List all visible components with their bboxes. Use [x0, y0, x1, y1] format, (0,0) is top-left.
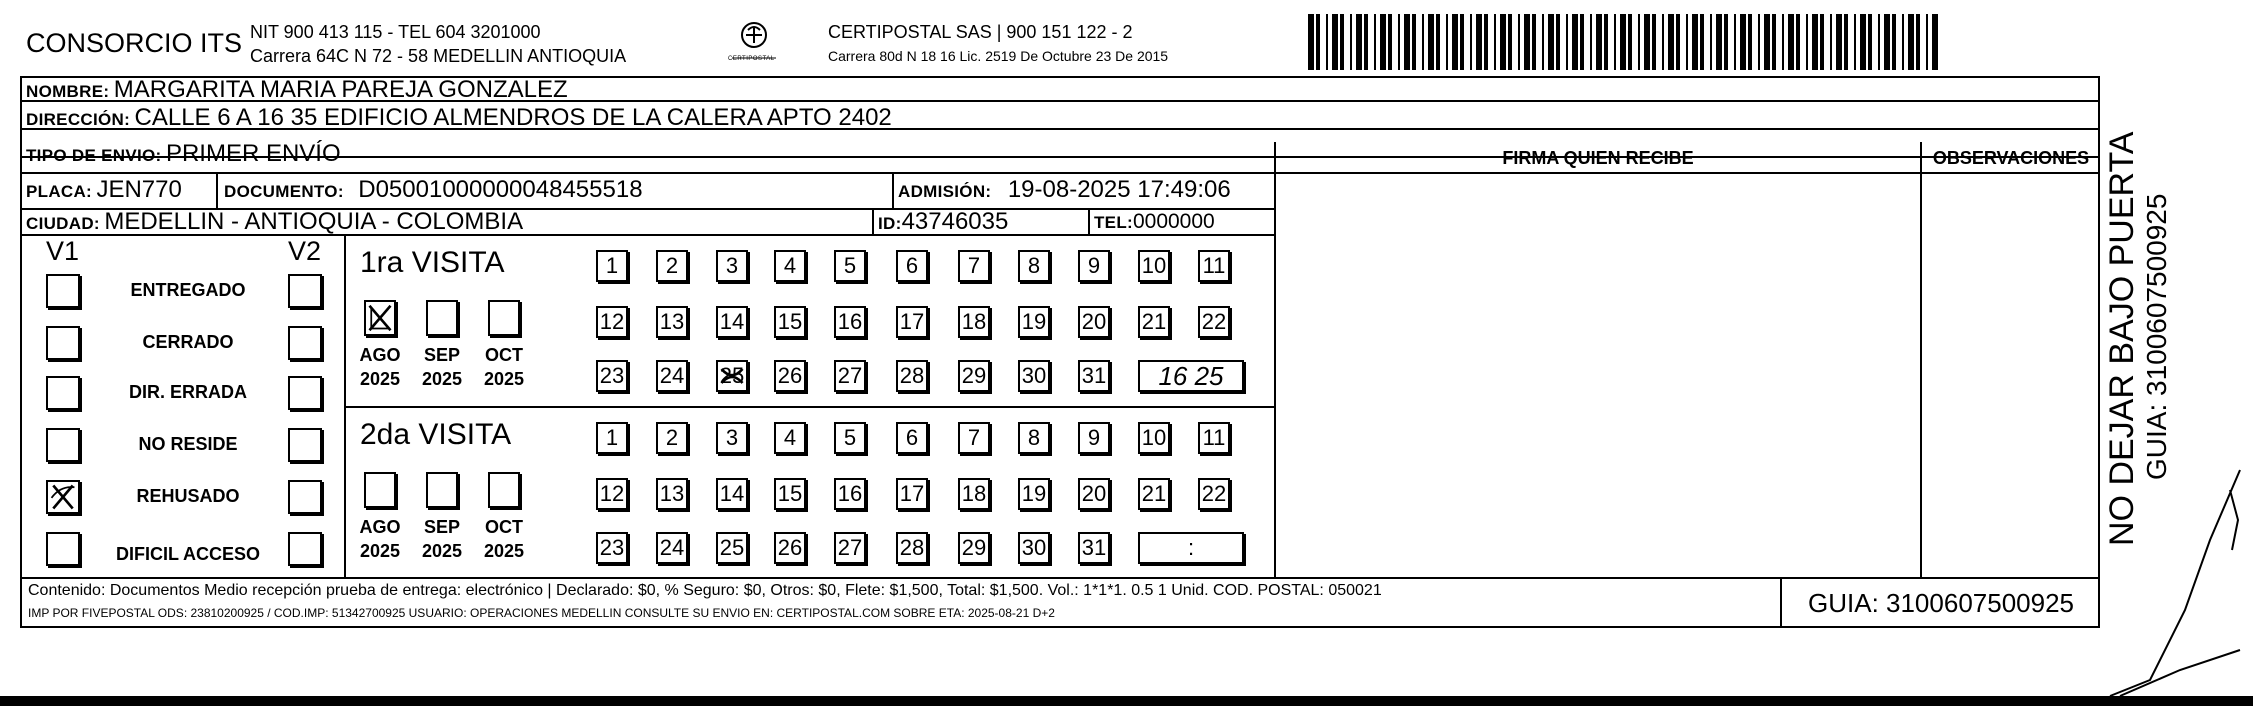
day-number: 16 [837, 481, 863, 506]
month-name: AGO [359, 517, 401, 537]
day-cell[interactable] [1078, 306, 1110, 338]
month-year: 2025 [421, 541, 463, 561]
time-value: : [1187, 535, 1195, 560]
time-box[interactable] [1138, 532, 1244, 564]
status-label: ENTREGADO [130, 280, 246, 300]
status-v1-checkbox[interactable] [46, 480, 80, 514]
visit-title: 2da VISITA [360, 418, 512, 451]
carrier-address: Carrera 80d N 18 16 Lic. 2519 De Octubre 23 De 2015 [828, 48, 1169, 64]
month-checkbox[interactable] [488, 300, 520, 336]
day-cell[interactable] [1138, 306, 1170, 338]
day-number: 6 [905, 253, 919, 278]
day-cell[interactable] [958, 478, 990, 510]
visit-title: 1ra VISITA [360, 246, 505, 279]
day-number: 20 [1081, 309, 1107, 334]
status-v1-checkbox[interactable] [46, 376, 80, 410]
tipo-value: PRIMER ENVÍO [165, 140, 341, 167]
status-v2-checkbox[interactable] [288, 274, 322, 308]
day-number: 11 [1202, 425, 1226, 450]
day-cell[interactable] [896, 360, 928, 392]
placa-label: PLACA: [26, 182, 93, 201]
id-field [878, 208, 1008, 236]
day-number: 21 [1141, 309, 1167, 334]
id-label: ID: [878, 214, 902, 233]
barcode-graphic [1308, 14, 1944, 70]
month-name: OCT [485, 517, 523, 537]
day-cell[interactable] [1018, 306, 1050, 338]
day-cell[interactable] [774, 478, 806, 510]
day-number: 18 [961, 481, 987, 506]
status-v2-checkbox[interactable] [288, 480, 322, 514]
month-year: 2025 [483, 369, 525, 389]
day-number: 7 [967, 425, 981, 450]
day-number: 27 [837, 535, 863, 560]
carrier-name: CERTIPOSTAL SAS | 900 151 122 - 2 [828, 22, 1133, 42]
day-cell[interactable] [958, 360, 990, 392]
day-cell[interactable] [596, 250, 628, 282]
month-year: 2025 [359, 369, 401, 389]
day-number: 24 [659, 535, 685, 560]
day-number: 4 [783, 253, 797, 278]
placa-field [26, 176, 182, 204]
day-cell[interactable] [1078, 532, 1110, 564]
day-cell[interactable] [896, 306, 928, 338]
nombre-value: MARGARITA MARIA PAREJA GONZALEZ [113, 76, 568, 103]
day-number: 3 [725, 253, 739, 278]
time-box[interactable] [1138, 360, 1244, 392]
day-number: 10 [1141, 253, 1167, 278]
day-cell[interactable] [958, 532, 990, 564]
day-number: 30 [1021, 363, 1047, 388]
day-number: 8 [1027, 253, 1041, 278]
month-name: SEP [423, 345, 461, 365]
day-number: 25 [719, 535, 745, 560]
footer-contenido: Contenido: Documentos Medio recepción prueba de entrega: electrónico | Declarado: $0, % Seguro: $0, Otros: $0, Flete: $1,500, Total: $1,500. Vol.: 1*1*1. 0.5 1 Unid. COD. POSTAL: 050021 [28, 582, 1382, 599]
time-value: 16 25 [1158, 361, 1224, 391]
day-number: 11 [1202, 253, 1226, 278]
day-cell[interactable] [1198, 478, 1230, 510]
tipo-row [26, 140, 341, 168]
day-cell[interactable] [1078, 422, 1110, 454]
month-checkbox[interactable] [426, 472, 458, 508]
day-cell[interactable] [1138, 250, 1170, 282]
footer-imp: IMP POR FIVEPOSTAL ODS: 23810200925 / COD.IMP: 51342700925 USUARIO: OPERACIONES MEDELLIN CONSULTE SU ENVIO EN: CERTIPOSTAL.COM SOBRE ETA: 2025-08-21 D+2 [28, 606, 1055, 620]
status-label: DIR. ERRADA [128, 382, 247, 402]
day-number: 27 [837, 363, 863, 388]
day-cell[interactable] [716, 360, 748, 392]
day-number: 25 [719, 363, 745, 388]
footer-guia: GUIA: 3100607500925 [1808, 588, 2074, 618]
documento-value: D05001000000048455518 [358, 176, 643, 203]
day-number: 19 [1021, 481, 1047, 506]
day-number: 23 [599, 535, 625, 560]
day-cell[interactable] [1198, 422, 1230, 454]
day-cell[interactable] [774, 250, 806, 282]
day-number: 4 [783, 425, 797, 450]
day-number: 26 [777, 535, 803, 560]
day-number: 18 [961, 309, 987, 334]
day-cell[interactable] [834, 422, 866, 454]
month-year: 2025 [359, 541, 401, 561]
day-cell[interactable] [834, 478, 866, 510]
direccion-value: CALLE 6 A 16 35 EDIFICIO ALMENDROS DE LA CALERA APTO 2402 [134, 104, 892, 131]
day-number: 1 [605, 425, 619, 450]
day-number: 29 [961, 535, 987, 560]
ciudad-field [26, 208, 523, 236]
day-number: 13 [659, 481, 685, 506]
side-warning: NO DEJAR BAJO PUERTA [2103, 131, 2141, 546]
day-cell[interactable] [1198, 250, 1230, 282]
day-cell[interactable] [656, 422, 688, 454]
day-number: 24 [659, 363, 685, 388]
day-number: 28 [899, 535, 925, 560]
day-cell[interactable] [1078, 250, 1110, 282]
day-number: 26 [777, 363, 803, 388]
day-cell[interactable] [896, 532, 928, 564]
day-cell[interactable] [656, 250, 688, 282]
tipo-label: TIPO DE ENVIO: [26, 146, 162, 165]
day-cell[interactable] [716, 306, 748, 338]
day-number: 1 [605, 253, 619, 278]
month-name: SEP [423, 517, 461, 537]
barcode [1308, 14, 1944, 70]
company-nit: NIT 900 413 115 - TEL 604 3201000 [250, 22, 541, 42]
day-number: 10 [1141, 425, 1167, 450]
day-cell[interactable] [596, 422, 628, 454]
day-cell[interactable] [896, 250, 928, 282]
day-cell[interactable] [656, 360, 688, 392]
status-v2-checkbox[interactable] [288, 376, 322, 410]
day-cell[interactable] [1198, 306, 1230, 338]
day-cell[interactable] [656, 306, 688, 338]
day-cell[interactable] [896, 422, 928, 454]
day-cell[interactable] [596, 478, 628, 510]
day-number: 9 [1087, 425, 1101, 450]
torn-corner-graphic [2090, 460, 2253, 706]
admision-value: 19-08-2025 17:49:06 [1007, 176, 1231, 203]
day-number: 6 [905, 425, 919, 450]
direccion-row [26, 104, 892, 132]
day-cell[interactable] [656, 478, 688, 510]
day-cell[interactable] [1018, 250, 1050, 282]
tel-label: TEL: [1094, 213, 1133, 232]
day-number: 2 [665, 253, 679, 278]
day-cell[interactable] [716, 532, 748, 564]
month-checkbox[interactable] [426, 300, 458, 336]
day-number: 29 [961, 363, 987, 388]
day-number: 31 [1081, 363, 1107, 388]
day-number: 15 [777, 309, 803, 334]
month-checkbox[interactable] [488, 472, 520, 508]
status-v1-checkbox[interactable] [46, 274, 80, 308]
day-number: 22 [1201, 481, 1227, 506]
day-number: 12 [599, 481, 625, 506]
status-v2-checkbox[interactable] [288, 326, 322, 360]
day-cell[interactable] [1018, 532, 1050, 564]
day-number: 15 [777, 481, 803, 506]
day-cell[interactable] [1018, 422, 1050, 454]
company-address: Carrera 64C N 72 - 58 MEDELLIN ANTIOQUIA [250, 46, 627, 66]
tel-value: 0000000 [1132, 210, 1215, 233]
day-cell[interactable] [896, 478, 928, 510]
day-number: 19 [1021, 309, 1047, 334]
day-number: 9 [1087, 253, 1101, 278]
month-name: OCT [485, 345, 523, 365]
day-number: 20 [1081, 481, 1107, 506]
tel-field [1094, 210, 1215, 234]
day-cell[interactable] [656, 532, 688, 564]
month-checkbox[interactable] [364, 300, 396, 336]
day-number: 22 [1201, 309, 1227, 334]
day-cell[interactable] [834, 360, 866, 392]
day-number: 14 [719, 481, 745, 506]
ciudad-label: CIUDAD: [26, 214, 100, 233]
month-checkbox[interactable] [364, 472, 396, 508]
day-cell[interactable] [716, 250, 748, 282]
status-label: REHUSADO [136, 486, 240, 506]
day-cell[interactable] [774, 422, 806, 454]
firma-header: FIRMA QUIEN RECIBE [1502, 148, 1694, 168]
day-number: 16 [837, 309, 863, 334]
day-number: 17 [899, 481, 925, 506]
day-cell[interactable] [834, 306, 866, 338]
day-cell[interactable] [716, 422, 748, 454]
day-cell[interactable] [774, 360, 806, 392]
day-cell[interactable] [1078, 478, 1110, 510]
day-number: 3 [725, 425, 739, 450]
month-name: AGO [359, 345, 401, 365]
day-cell[interactable] [1078, 360, 1110, 392]
admision-field [898, 176, 1231, 204]
status-label: NO RESIDE [138, 434, 238, 454]
day-cell[interactable] [1018, 360, 1050, 392]
day-number: 31 [1081, 535, 1107, 560]
day-number: 28 [899, 363, 925, 388]
status-v1-checkbox[interactable] [46, 532, 80, 566]
nombre-label: NOMBRE: [26, 82, 110, 101]
day-number: 12 [599, 309, 625, 334]
day-cell[interactable] [1018, 478, 1050, 510]
day-number: 5 [843, 425, 857, 450]
documento-label: DOCUMENTO: [224, 182, 344, 201]
day-cell[interactable] [716, 478, 748, 510]
status-v2-checkbox[interactable] [288, 428, 322, 462]
day-number: 14 [719, 309, 745, 334]
direccion-label: DIRECCIÓN: [26, 110, 131, 129]
day-number: 7 [967, 253, 981, 278]
status-label: CERRADO [142, 332, 234, 352]
placa-value: JEN770 [96, 176, 182, 203]
day-number: 30 [1021, 535, 1047, 560]
day-number: 8 [1027, 425, 1041, 450]
day-number: 23 [599, 363, 625, 388]
month-year: 2025 [483, 541, 525, 561]
day-cell[interactable] [774, 532, 806, 564]
day-number: 17 [899, 309, 925, 334]
ciudad-value: MEDELLIN - ANTIOQUIA - COLOMBIA [104, 208, 524, 235]
nombre-row [26, 76, 568, 102]
day-number: 5 [843, 253, 857, 278]
v1-header: V1 [46, 236, 80, 266]
day-number: 13 [659, 309, 685, 334]
day-number: 21 [1141, 481, 1167, 506]
day-cell[interactable] [1138, 478, 1170, 510]
documento-field [224, 176, 643, 204]
day-cell[interactable] [958, 250, 990, 282]
day-cell[interactable] [596, 360, 628, 392]
day-number: 2 [665, 425, 679, 450]
observaciones-header: OBSERVACIONES [1932, 148, 2090, 168]
id-value: 43746035 [901, 208, 1009, 235]
status-v1-checkbox[interactable] [46, 326, 80, 360]
day-cell[interactable] [1138, 422, 1170, 454]
page-edge-line [0, 696, 2253, 706]
v2-header: V2 [288, 236, 322, 266]
status-v2-checkbox[interactable] [288, 532, 322, 566]
day-cell[interactable] [834, 250, 866, 282]
status-v1-checkbox[interactable] [46, 428, 80, 462]
admision-label: ADMISIÓN: [898, 182, 992, 201]
day-cell[interactable] [958, 306, 990, 338]
side-guia: GUIA: 3100607500925 [2141, 193, 2172, 480]
day-cell[interactable] [596, 532, 628, 564]
day-cell[interactable] [774, 306, 806, 338]
logo-text: CERTIPOSTAL [728, 56, 775, 62]
day-cell[interactable] [834, 532, 866, 564]
status-label: DIFICIL ACCESO [115, 544, 260, 564]
company-name: CONSORCIO ITS [26, 28, 243, 58]
month-year: 2025 [421, 369, 463, 389]
day-cell[interactable] [958, 422, 990, 454]
day-cell[interactable] [596, 306, 628, 338]
